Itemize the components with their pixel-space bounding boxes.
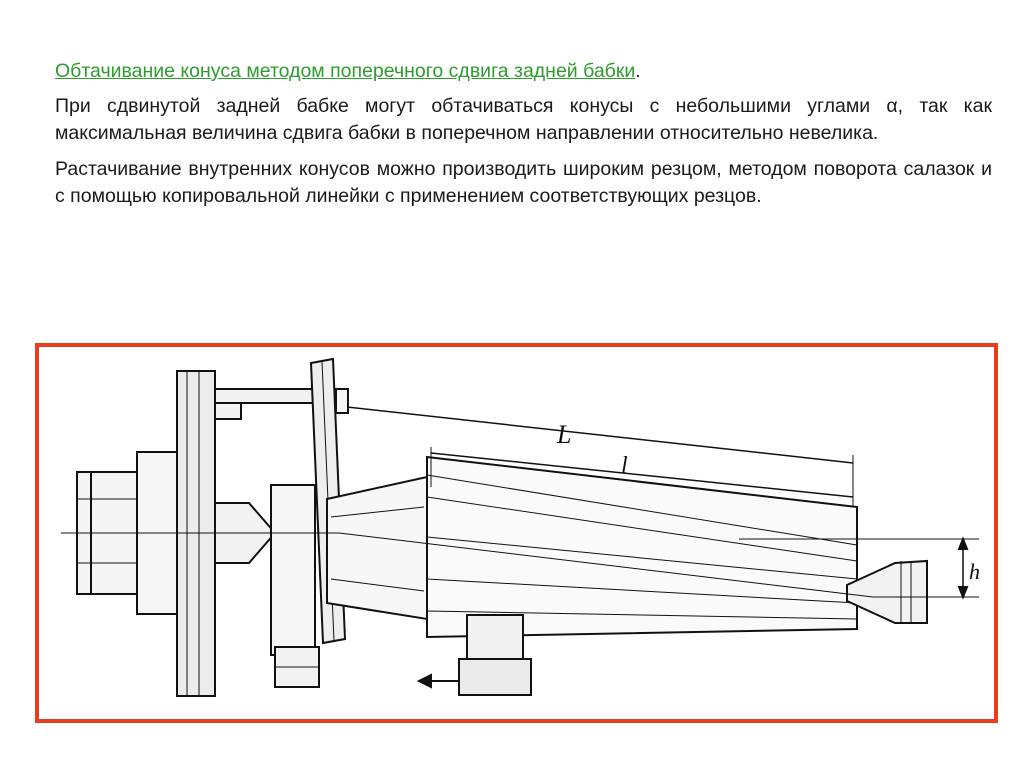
tailstock-centre [847,561,927,623]
heading-period: . [635,60,641,82]
workpiece-neck [327,477,427,619]
workpiece-taper [427,457,857,637]
dimension-h [959,539,967,597]
taper-turning-diagram [39,347,994,719]
taper-turning-diagram-frame [35,343,998,723]
label-l: l [621,453,628,479]
text-content [55,58,992,219]
label-L: L [557,420,572,449]
paragraph-tailstock-offset: При сдвинутой задней бабке могут обтачиваться конусы с небольшими углами α, так как максимальная величина сдвига бабки в поперечном направлении относительно невелика. [55,95,992,144]
label-h: h [969,559,980,584]
slide-heading [55,58,992,85]
paragraph-internal-cones: Растачивание внутренних конусов можно производить широким резцом, методом поворота салазок и с помощью копировальной линейки с применением соответствующих резцов. [55,158,992,207]
heading-link[interactable]: Обтачивание конуса методом поперечного сдвига задней бабки [55,60,636,82]
